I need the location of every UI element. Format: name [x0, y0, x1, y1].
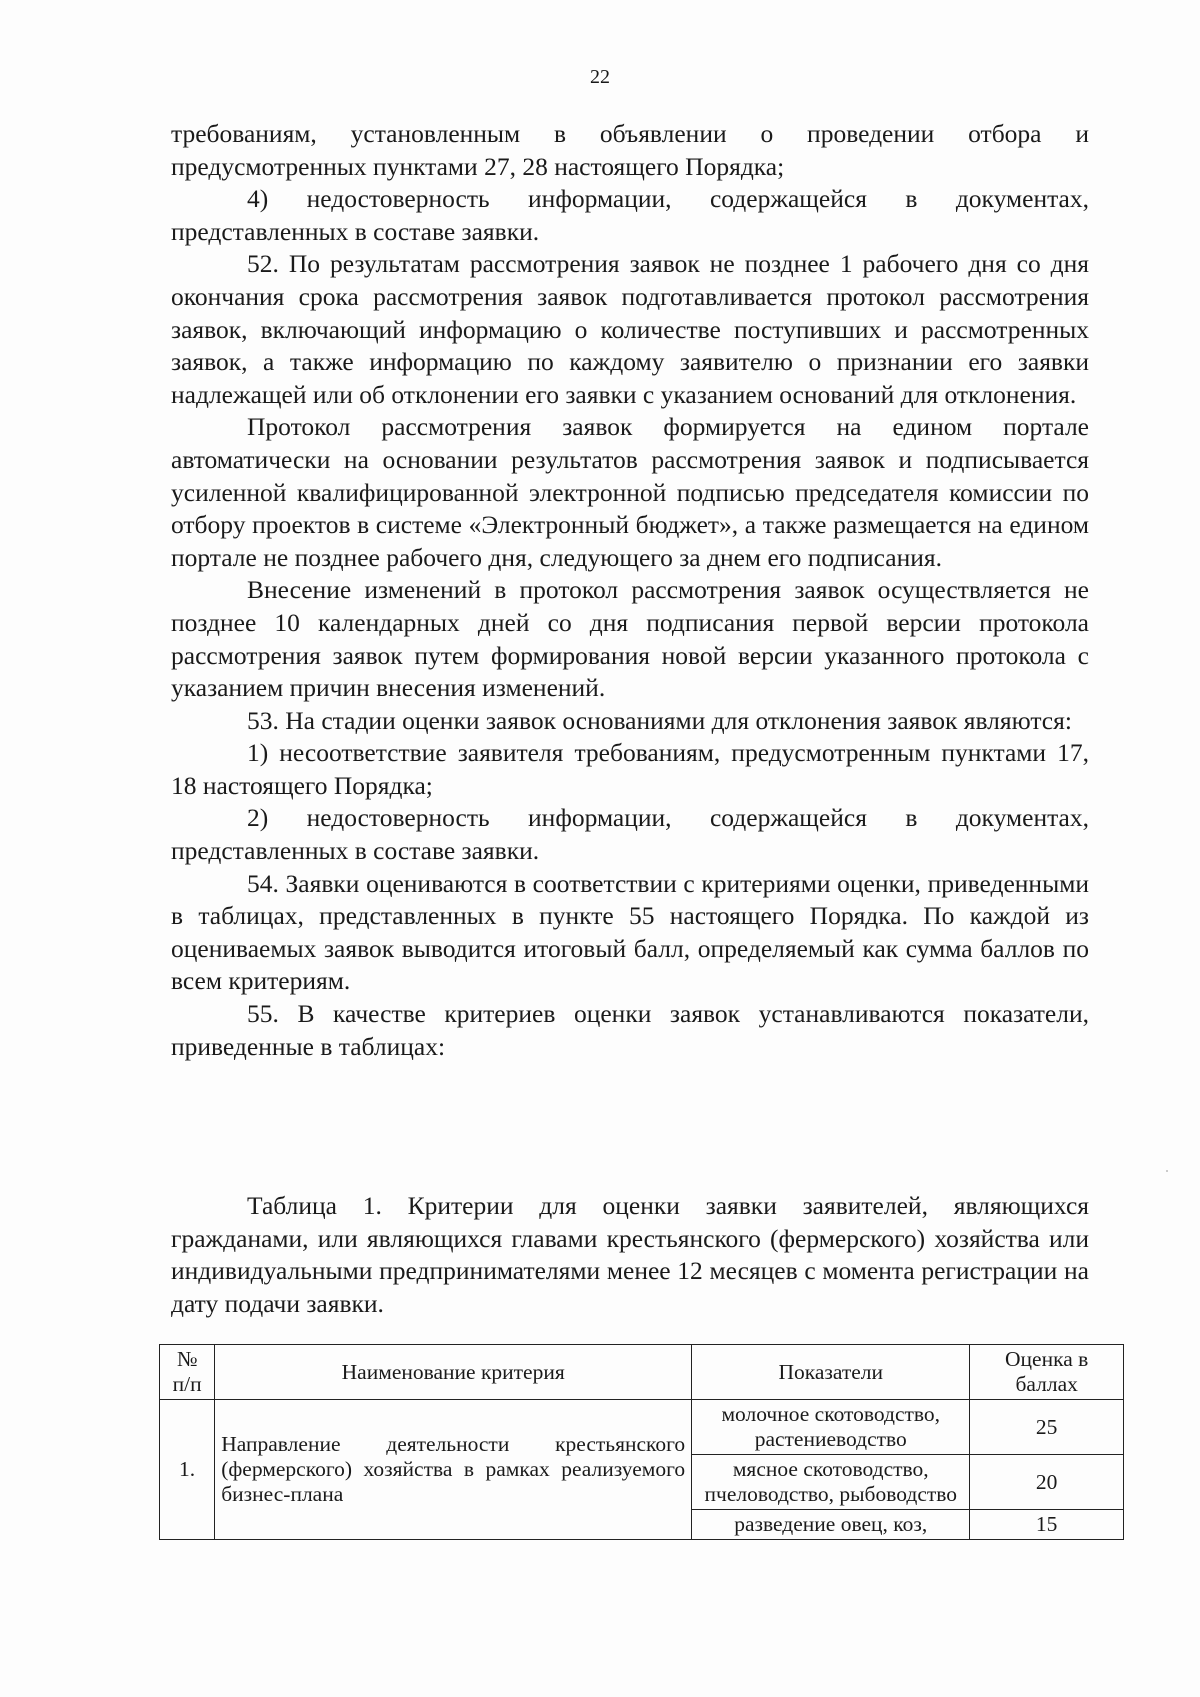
indicator-cell: молочное скотоводство, растениеводство [692, 1400, 970, 1455]
score-cell: 15 [970, 1510, 1124, 1540]
criteria-table [159, 1344, 1124, 1540]
header-indicators: Показатели [692, 1345, 970, 1400]
paragraph-protocol: Протокол рассмотрения заявок формируется на едином портале автоматически на основании результатов рассмотрения заявок и подписывается усиленной квалифицированной электронной подписью председателя комиссии по отбору проектов в системе «Электронный бюджет», а также размещается на едином портале не позднее рабочего дня, следующего за днем его подписания. [171, 412, 1089, 572]
paragraph-amendments: Внесение изменений в протокол рассмотрения заявок осуществляется не позднее 10 календарных дней со дня подписания первой версии протокола рассмотрения заявок путем формирования новой версии указанного протокола с указанием причин внесения изменений. [171, 575, 1089, 703]
paragraph-53-item-1: 1) несоответствие заявителя требованиям, предусмотренным пунктами 17, 18 настоящего Порядка; [171, 738, 1089, 800]
criterion-name: Направление деятельности крестьянского (фермерского) хозяйства в рамках реализуемого бизнес-плана [215, 1400, 692, 1540]
table-row [160, 1400, 1124, 1455]
indicator-cell: мясное скотоводство, пчеловодство, рыбоводство [692, 1455, 970, 1510]
criterion-number: 1. [160, 1400, 215, 1540]
score-cell: 25 [970, 1400, 1124, 1455]
header-num: № п/п [160, 1345, 215, 1400]
scan-speck [1166, 1170, 1168, 1172]
document-body [171, 118, 1089, 1063]
page-number: 22 [590, 66, 610, 88]
score-cell: 20 [970, 1455, 1124, 1510]
indicator-cell: разведение овец, коз, [692, 1510, 970, 1540]
paragraph-continuation: требованиям, установленным в объявлении о проведении отбора и предусмотренных пунктами 27, 28 настоящего Порядка; [171, 119, 1089, 181]
header-criterion-name: Наименование критерия [215, 1345, 692, 1400]
table-header-row [160, 1345, 1124, 1400]
header-score: Оценка в баллах [970, 1345, 1124, 1400]
paragraph-53: 53. На стадии оценки заявок основаниями для отклонения заявок являются: [247, 705, 1072, 735]
paragraph-55: 55. В качестве критериев оценки заявок устанавливаются показатели, приведенные в таблицах: [171, 999, 1089, 1061]
paragraph-item-4: 4) недостоверность информации, содержащейся в документах, представленных в составе заявки. [171, 184, 1089, 246]
table-caption: Таблица 1. Критерии для оценки заявки заявителей, являющихся гражданами, или являющихся главами крестьянского (фермерского) хозяйства или индивидуальными предпринимателями менее 12 месяцев с момента регистрации на дату подачи заявки. [171, 1191, 1089, 1318]
paragraph-52: 52. По результатам рассмотрения заявок не позднее 1 рабочего дня со дня окончания срока рассмотрения заявок подготавливается протокол рассмотрения заявок, включающий информацию о количестве поступивших и рассмотренных заявок, а также информацию по каждому заявителю о признании его заявки надлежащей или об отклонении его заявки с указанием оснований для отклонения. [171, 249, 1089, 409]
paragraph-53-item-2: 2) недостоверность информации, содержащейся в документах, представленных в составе заявки. [171, 803, 1089, 866]
paragraph-54: 54. Заявки оцениваются в соответствии с критериями оценки, приведенными в таблицах, представленных в пункте 55 настоящего Порядка. По каждой из оцениваемых заявок выводится итоговый балл, определяемый как сумма баллов по всем критериям. [171, 868, 1089, 996]
